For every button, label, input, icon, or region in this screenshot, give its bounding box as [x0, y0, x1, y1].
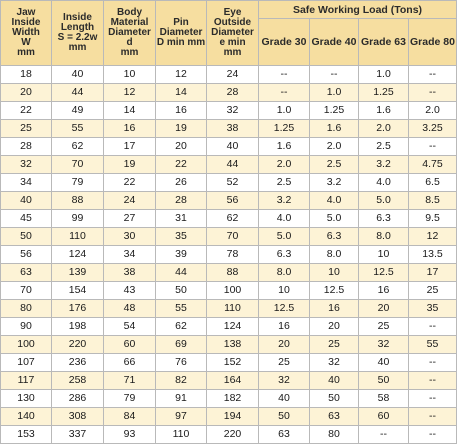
cell-body-diameter: 17	[104, 138, 156, 156]
header-line: Inside	[11, 17, 41, 28]
cell-grade-80-load: --	[409, 84, 457, 102]
cell-grade-40-load: 2.0	[310, 138, 359, 156]
cell-grade-40-load: 63	[310, 408, 359, 426]
cell-grade-40-load: 1.25	[310, 102, 359, 120]
cell-grade-40-load: --	[310, 66, 359, 84]
cell-grade-40-load: 2.5	[310, 156, 359, 174]
cell-pin-diameter: 16	[156, 102, 207, 120]
cell-pin-diameter: 110	[156, 426, 207, 444]
cell-grade-30-load: 50	[259, 408, 310, 426]
cell-grade-80-load: 25	[409, 282, 457, 300]
header-line: Diameter	[108, 27, 151, 38]
cell-grade-80-load: 9.5	[409, 210, 457, 228]
cell-grade-63-load: 8.0	[359, 228, 409, 246]
cell-body-diameter: 79	[104, 390, 156, 408]
cell-jaw-width: 32	[1, 156, 52, 174]
cell-eye-diameter: 110	[207, 300, 259, 318]
cell-inside-length: 258	[52, 372, 104, 390]
cell-body-diameter: 54	[104, 318, 156, 336]
cell-eye-diameter: 56	[207, 192, 259, 210]
cell-pin-diameter: 55	[156, 300, 207, 318]
cell-jaw-width: 63	[1, 264, 52, 282]
cell-body-diameter: 60	[104, 336, 156, 354]
cell-jaw-width: 153	[1, 426, 52, 444]
cell-pin-diameter: 20	[156, 138, 207, 156]
cell-inside-length: 62	[52, 138, 104, 156]
cell-eye-diameter: 32	[207, 102, 259, 120]
cell-grade-40-load: 5.0	[310, 210, 359, 228]
table-row	[1, 408, 457, 426]
cell-body-diameter: 14	[104, 102, 156, 120]
table-row	[1, 426, 457, 444]
cell-eye-diameter: 194	[207, 408, 259, 426]
cell-jaw-width: 45	[1, 210, 52, 228]
cell-grade-40-load: 32	[310, 354, 359, 372]
cell-grade-30-load: --	[259, 66, 310, 84]
table-row	[1, 192, 457, 210]
table-row	[1, 210, 457, 228]
cell-grade-63-load: 4.0	[359, 174, 409, 192]
cell-grade-63-load: 2.5	[359, 138, 409, 156]
cell-grade-30-load: 12.5	[259, 300, 310, 318]
cell-eye-diameter: 182	[207, 390, 259, 408]
header-line: Inside	[63, 12, 92, 23]
table-row	[1, 282, 457, 300]
cell-grade-40-load: 25	[310, 336, 359, 354]
cell-inside-length: 154	[52, 282, 104, 300]
header-line: Diameter	[159, 27, 203, 38]
cell-inside-length: 308	[52, 408, 104, 426]
cell-body-diameter: 43	[104, 282, 156, 300]
cell-eye-diameter: 220	[207, 426, 259, 444]
cell-grade-40-load: 1.0	[310, 84, 359, 102]
cell-eye-diameter: 164	[207, 372, 259, 390]
cell-inside-length: 236	[52, 354, 104, 372]
cell-grade-63-load: 58	[359, 390, 409, 408]
header-line: Diameter	[211, 27, 254, 38]
header-line: Body	[117, 7, 142, 18]
column-header-grade-80: Grade 80	[409, 19, 457, 66]
cell-jaw-width: 28	[1, 138, 52, 156]
cell-grade-30-load: 16	[259, 318, 310, 336]
cell-grade-63-load: 1.0	[359, 66, 409, 84]
table-row	[1, 336, 457, 354]
cell-pin-diameter: 44	[156, 264, 207, 282]
table-header	[1, 1, 457, 66]
cell-eye-diameter: 124	[207, 318, 259, 336]
cell-body-diameter: 34	[104, 246, 156, 264]
column-header-pin-diameter	[156, 1, 207, 66]
cell-eye-diameter: 62	[207, 210, 259, 228]
cell-inside-length: 55	[52, 120, 104, 138]
cell-body-diameter: 22	[104, 174, 156, 192]
cell-eye-diameter: 78	[207, 246, 259, 264]
cell-body-diameter: 19	[104, 156, 156, 174]
cell-pin-diameter: 39	[156, 246, 207, 264]
table-row	[1, 174, 457, 192]
cell-grade-30-load: 32	[259, 372, 310, 390]
cell-jaw-width: 18	[1, 66, 52, 84]
cell-pin-diameter: 28	[156, 192, 207, 210]
cell-grade-40-load: 20	[310, 318, 359, 336]
cell-grade-80-load: --	[409, 318, 457, 336]
cell-grade-30-load: 8.0	[259, 264, 310, 282]
cell-pin-diameter: 12	[156, 66, 207, 84]
cell-grade-63-load: 32	[359, 336, 409, 354]
cell-body-diameter: 93	[104, 426, 156, 444]
cell-jaw-width: 20	[1, 84, 52, 102]
cell-grade-40-load: 12.5	[310, 282, 359, 300]
cell-jaw-width: 117	[1, 372, 52, 390]
cell-body-diameter: 84	[104, 408, 156, 426]
cell-jaw-width: 107	[1, 354, 52, 372]
cell-jaw-width: 22	[1, 102, 52, 120]
cell-jaw-width: 90	[1, 318, 52, 336]
cell-inside-length: 40	[52, 66, 104, 84]
cell-grade-40-load: 80	[310, 426, 359, 444]
cell-inside-length: 44	[52, 84, 104, 102]
cell-pin-diameter: 35	[156, 228, 207, 246]
table-row	[1, 390, 457, 408]
cell-eye-diameter: 100	[207, 282, 259, 300]
cell-inside-length: 337	[52, 426, 104, 444]
column-group-safe-working-load: Safe Working Load (Tons)	[259, 1, 457, 19]
cell-inside-length: 99	[52, 210, 104, 228]
cell-body-diameter: 71	[104, 372, 156, 390]
header-line: mm	[17, 47, 35, 58]
cell-inside-length: 88	[52, 192, 104, 210]
cell-grade-40-load: 40	[310, 372, 359, 390]
cell-grade-80-load: 13.5	[409, 246, 457, 264]
cell-grade-30-load: 2.0	[259, 156, 310, 174]
cell-body-diameter: 10	[104, 66, 156, 84]
cell-pin-diameter: 22	[156, 156, 207, 174]
table-row	[1, 66, 457, 84]
cell-grade-63-load: 10	[359, 246, 409, 264]
cell-eye-diameter: 24	[207, 66, 259, 84]
cell-grade-30-load: 6.3	[259, 246, 310, 264]
cell-body-diameter: 66	[104, 354, 156, 372]
cell-grade-63-load: 1.6	[359, 102, 409, 120]
cell-grade-40-load: 8.0	[310, 246, 359, 264]
header-line: Width	[12, 27, 40, 38]
cell-pin-diameter: 19	[156, 120, 207, 138]
cell-grade-80-load: 4.75	[409, 156, 457, 174]
header-line: D min mm	[156, 37, 206, 48]
cell-pin-diameter: 50	[156, 282, 207, 300]
table-row	[1, 84, 457, 102]
cell-grade-80-load: --	[409, 66, 457, 84]
cell-eye-diameter: 52	[207, 174, 259, 192]
cell-jaw-width: 34	[1, 174, 52, 192]
cell-grade-30-load: 3.2	[259, 192, 310, 210]
cell-grade-63-load: 60	[359, 408, 409, 426]
header-line: Pin	[173, 17, 189, 28]
cell-jaw-width: 70	[1, 282, 52, 300]
cell-pin-diameter: 69	[156, 336, 207, 354]
cell-body-diameter: 24	[104, 192, 156, 210]
cell-inside-length: 124	[52, 246, 104, 264]
cell-grade-30-load: 20	[259, 336, 310, 354]
column-header-jaw-width	[1, 1, 52, 66]
header-line: Outside	[213, 17, 252, 28]
cell-pin-diameter: 14	[156, 84, 207, 102]
cell-jaw-width: 40	[1, 192, 52, 210]
column-header-grade-63: Grade 63	[359, 19, 409, 66]
cell-eye-diameter: 88	[207, 264, 259, 282]
cell-grade-80-load: --	[409, 426, 457, 444]
cell-body-diameter: 48	[104, 300, 156, 318]
cell-grade-30-load: 2.5	[259, 174, 310, 192]
cell-grade-63-load: 25	[359, 318, 409, 336]
column-header-body-diameter	[104, 1, 156, 66]
table-row	[1, 372, 457, 390]
cell-body-diameter: 30	[104, 228, 156, 246]
cell-grade-80-load: --	[409, 408, 457, 426]
cell-grade-40-load: 16	[310, 300, 359, 318]
header-line: Eye	[223, 7, 242, 18]
cell-grade-30-load: 25	[259, 354, 310, 372]
cell-body-diameter: 12	[104, 84, 156, 102]
column-header-eye-diameter	[207, 1, 259, 66]
cell-jaw-width: 50	[1, 228, 52, 246]
cell-grade-30-load: 63	[259, 426, 310, 444]
column-header-inside-length	[52, 1, 104, 66]
cell-grade-80-load: 55	[409, 336, 457, 354]
table-row	[1, 318, 457, 336]
cell-grade-63-load: 6.3	[359, 210, 409, 228]
cell-pin-diameter: 97	[156, 408, 207, 426]
cell-pin-diameter: 26	[156, 174, 207, 192]
cell-grade-30-load: 1.25	[259, 120, 310, 138]
column-header-grade-30: Grade 30	[259, 19, 310, 66]
cell-grade-40-load: 1.6	[310, 120, 359, 138]
cell-jaw-width: 130	[1, 390, 52, 408]
cell-grade-80-load: 35	[409, 300, 457, 318]
cell-grade-63-load: 12.5	[359, 264, 409, 282]
cell-eye-diameter: 152	[207, 354, 259, 372]
cell-grade-40-load: 3.2	[310, 174, 359, 192]
cell-grade-80-load: --	[409, 138, 457, 156]
cell-body-diameter: 27	[104, 210, 156, 228]
cell-pin-diameter: 31	[156, 210, 207, 228]
cell-pin-diameter: 91	[156, 390, 207, 408]
cell-grade-40-load: 6.3	[310, 228, 359, 246]
table-row	[1, 120, 457, 138]
cell-grade-40-load: 10	[310, 264, 359, 282]
cell-jaw-width: 80	[1, 300, 52, 318]
cell-inside-length: 139	[52, 264, 104, 282]
cell-grade-80-load: 3.25	[409, 120, 457, 138]
cell-eye-diameter: 70	[207, 228, 259, 246]
cell-grade-30-load: 5.0	[259, 228, 310, 246]
cell-inside-length: 70	[52, 156, 104, 174]
cell-inside-length: 220	[52, 336, 104, 354]
cell-grade-63-load: 20	[359, 300, 409, 318]
table-row	[1, 138, 457, 156]
cell-pin-diameter: 62	[156, 318, 207, 336]
cell-grade-80-load: 6.5	[409, 174, 457, 192]
cell-inside-length: 49	[52, 102, 104, 120]
cell-grade-80-load: --	[409, 354, 457, 372]
cell-grade-63-load: 16	[359, 282, 409, 300]
cell-body-diameter: 38	[104, 264, 156, 282]
cell-grade-80-load: 8.5	[409, 192, 457, 210]
cell-inside-length: 176	[52, 300, 104, 318]
cell-grade-30-load: 10	[259, 282, 310, 300]
cell-jaw-width: 56	[1, 246, 52, 264]
cell-jaw-width: 140	[1, 408, 52, 426]
header-line: e min	[219, 37, 246, 48]
header-line: mm	[223, 47, 242, 58]
table-row	[1, 102, 457, 120]
cell-body-diameter: 16	[104, 120, 156, 138]
cell-grade-63-load: 40	[359, 354, 409, 372]
cell-grade-30-load: 4.0	[259, 210, 310, 228]
cell-grade-30-load: --	[259, 84, 310, 102]
cell-grade-80-load: 17	[409, 264, 457, 282]
table-row	[1, 228, 457, 246]
cell-grade-30-load: 40	[259, 390, 310, 408]
table-body	[1, 66, 457, 444]
cell-grade-30-load: 1.0	[259, 102, 310, 120]
header-line: mm	[68, 42, 87, 53]
header-line: Material	[110, 17, 149, 28]
cell-grade-63-load: 50	[359, 372, 409, 390]
header-line: W	[21, 37, 31, 48]
cell-eye-diameter: 38	[207, 120, 259, 138]
table-row	[1, 300, 457, 318]
cell-inside-length: 198	[52, 318, 104, 336]
header-line: Jaw	[16, 7, 36, 18]
table-row	[1, 156, 457, 174]
header-line: d	[126, 37, 133, 48]
cell-jaw-width: 100	[1, 336, 52, 354]
table-row	[1, 246, 457, 264]
header-line: S = 2.2w	[57, 32, 98, 43]
cell-eye-diameter: 44	[207, 156, 259, 174]
cell-jaw-width: 25	[1, 120, 52, 138]
cell-grade-63-load: 3.2	[359, 156, 409, 174]
cell-eye-diameter: 40	[207, 138, 259, 156]
cell-grade-40-load: 50	[310, 390, 359, 408]
cell-eye-diameter: 28	[207, 84, 259, 102]
cell-grade-63-load: 5.0	[359, 192, 409, 210]
cell-grade-30-load: 1.6	[259, 138, 310, 156]
cell-grade-63-load: 1.25	[359, 84, 409, 102]
cell-pin-diameter: 76	[156, 354, 207, 372]
cell-inside-length: 79	[52, 174, 104, 192]
cell-grade-80-load: --	[409, 390, 457, 408]
cell-inside-length: 110	[52, 228, 104, 246]
table-row	[1, 354, 457, 372]
cell-grade-80-load: 12	[409, 228, 457, 246]
header-line: mm	[120, 47, 139, 58]
table-row	[1, 264, 457, 282]
cell-grade-80-load: --	[409, 372, 457, 390]
cell-grade-63-load: 2.0	[359, 120, 409, 138]
column-header-grade-40: Grade 40	[310, 19, 359, 66]
cell-inside-length: 286	[52, 390, 104, 408]
header-line: Length	[60, 22, 95, 33]
cell-grade-63-load: --	[359, 426, 409, 444]
cell-grade-80-load: 2.0	[409, 102, 457, 120]
cell-grade-40-load: 4.0	[310, 192, 359, 210]
cell-eye-diameter: 138	[207, 336, 259, 354]
cell-pin-diameter: 82	[156, 372, 207, 390]
